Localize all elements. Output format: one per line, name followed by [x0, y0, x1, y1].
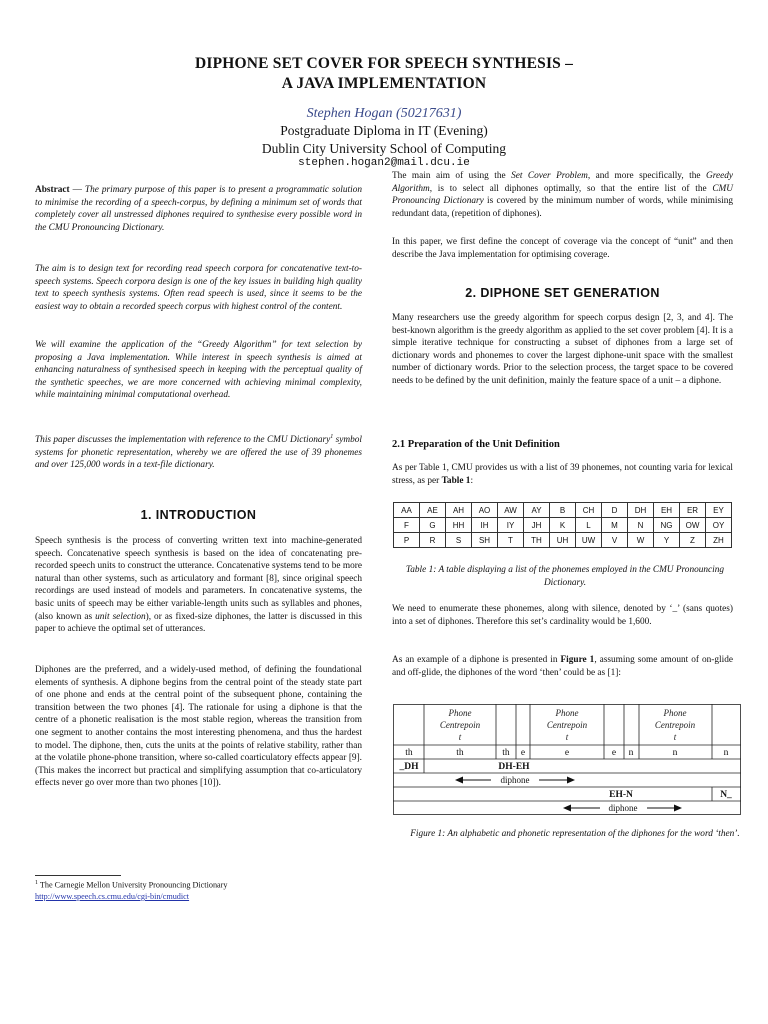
- phoneme-cell: SH: [472, 533, 498, 548]
- title-line-1: DIPHONE SET COVER FOR SPEECH SYNTHESIS –: [194, 55, 574, 72]
- phoneme-cell: R: [420, 533, 446, 548]
- abstract-text-4b: symbol systems for phonetic representation, whereby we are offered the use of 39 phonemes and over 125,000 words in a text-file dictionary.: [35, 435, 362, 471]
- footnote-label: The Carnegie Mellon University Pronouncing Dictionary: [38, 880, 228, 890]
- diphone-eh-n-label: EH-N: [609, 790, 633, 800]
- phoneme-cell: V: [602, 533, 628, 548]
- phoneme-cell: AA: [394, 503, 420, 518]
- right-text-1b: , and more specifically, the: [587, 171, 706, 181]
- letter-row: [405, 748, 728, 758]
- phoneme-cell: TH: [524, 533, 550, 548]
- abstract-label: Abstract: [35, 185, 70, 195]
- diphone-arrow-1-label: diphone: [500, 775, 530, 785]
- letter-2: th: [456, 748, 464, 758]
- diphone-dh-label: _DH: [399, 762, 419, 772]
- diphone-figure: [393, 704, 741, 816]
- phone-label-2b: Centrepoin: [546, 720, 588, 730]
- table-1-caption: Table 1: A table displaying a list of the phonemes employed in the CMU Pronouncing Dictionary.: [405, 565, 725, 588]
- phone-label-2a: Phone: [555, 708, 579, 718]
- section-2-heading: 2. DIPHONE SET GENERATION: [465, 286, 660, 300]
- phoneme-cell: OW: [680, 518, 706, 533]
- intro-unit-selection: unit selection: [95, 611, 146, 622]
- affiliation-school: Dublin City University School of Computing: [261, 141, 507, 156]
- abstract-paragraph-3: We will examine the application of the “Greedy Algorithm” for text selection by proposing a Java implementation. While interest in speech synthesis is aimed at enhancing naturalness of synthesised speech in keeping with the perceptual quality of the synthetic speeches, we are more concerned with achieving minimal complexity, while maintaining minimal computational overhead.: [35, 340, 362, 401]
- footnote-divider: [35, 875, 121, 876]
- phoneme-cell: D: [602, 503, 628, 518]
- phoneme-cell: N: [628, 518, 654, 533]
- abstract-paragraph-2: The aim is to design text for recording read speech corpora for concatenative text-to-speech systems. Speech corpora design is one of the key issues in building high quality text to speech synthesis systems. Often read speech is used, since it seems to be the easiest way to obtain a recorded speech corpus with highest control of the content.: [35, 264, 362, 312]
- section-1-heading: 1. INTRODUCTION: [140, 508, 257, 522]
- intro-text-1b: ), or as fixed-size diphones, the latter is discussed in this paper to achieve the optimal set of utterances.: [35, 611, 362, 635]
- phoneme-cell: L: [576, 518, 602, 533]
- s21-table-ref: Table 1: [441, 475, 471, 486]
- phoneme-cell: AW: [498, 503, 524, 518]
- phone-label-1c: t: [458, 732, 462, 742]
- footnote-text: [35, 880, 228, 890]
- footnote-number: 1: [35, 880, 38, 886]
- section-2-1-paragraph-2: We need to enumerate these phonemes, along with silence, denoted by ‘_’ (sans quotes) into a set of diphones. Therefore this set’s cardinality would be 1,600.: [392, 604, 733, 627]
- abstract-text-4a: This paper discusses the implementation with reference to the CMU Dictionary: [35, 435, 331, 446]
- abstract-paragraph-1: [35, 184, 362, 234]
- abstract-paragraph-4: [35, 431, 362, 472]
- intro-paragraph-2: Diphones are the preferred, and a widely-used method, of defining the foundational elements of synthesis. A diphone begins from the central point of the steady state part of one phone and ends at the central point of the subsequent phone, containing the transition between the two phones [4]. The rationale for using a diphone is that the centre of a phonetic realisation is the most stable region, whereas the transition from one segment to another contains the most interesting phenomena, and thus the hardest to model. The diphone, then, cuts the units at the points of relative stability, rather than at the volatile phone-phone transition, where so-called coarticulatory effects appear [9]. (This makes the incorrect but practical and simplifying assumption that co-articulatory effects never go over more than two phones [10]).: [35, 665, 362, 789]
- title-line-2: A JAVA IMPLEMENTATION: [281, 75, 487, 92]
- phoneme-row: [394, 518, 732, 533]
- s21-text-1c: :: [470, 475, 474, 486]
- phoneme-cell: M: [602, 518, 628, 533]
- diphone-n-end-label: N_: [720, 790, 732, 800]
- phoneme-cell: F: [394, 518, 420, 533]
- right-intro-paragraph-1: [392, 170, 733, 220]
- footnote-marker: 1: [330, 434, 334, 440]
- diphone-labels: [399, 762, 733, 800]
- phoneme-cell: AH: [446, 503, 472, 518]
- phoneme-cell: CH: [576, 503, 602, 518]
- diphone-dh-eh-label: DH-EH: [498, 762, 530, 772]
- phoneme-cell: AO: [472, 503, 498, 518]
- phoneme-cell: Y: [654, 533, 680, 548]
- affiliation-programme: Postgraduate Diploma in IT (Evening): [280, 123, 488, 138]
- abstract-text-1: The primary purpose of this paper is to present a programmatic solution to minimise the recording of a speech-corpus, by defining a minimum set of words that completely cover all unstressed diphones required to synthesise every possible word in the CMU Pronouncing Dictionary.: [35, 185, 362, 233]
- diphone-arrow-2: [563, 803, 682, 813]
- intro-text-1a: Speech synthesis is the process of converting written text into machine-generated speech. Concatenative speech synthesis is based on the idea of concatenating pre-recorded speech units to construct the utterance. Concatenative systems tend to be more natural than other systems, such as articulatory and formant [8], since original speech recordings are used instead of models and parameters. In concatenative systems, the basic units of speech may be either variable-length units such as syllables and phones, (also known as: [35, 536, 362, 622]
- phoneme-cell: OY: [706, 518, 732, 533]
- phone-label-1a: Phone: [448, 708, 472, 718]
- phoneme-cell: S: [446, 533, 472, 548]
- letter-9: n: [723, 748, 729, 758]
- phoneme-row: [394, 533, 732, 548]
- diphone-arrow-1: [455, 775, 575, 785]
- section-2-1-heading: 2.1 Preparation of the Unit Definition: [392, 439, 560, 450]
- phoneme-cell: Z: [680, 533, 706, 548]
- phoneme-cell: G: [420, 518, 446, 533]
- phone-label-3b: Centrepoin: [654, 720, 696, 730]
- s21-text-3a: As an example of a diphone is presented in: [392, 655, 561, 665]
- author-email: stephen.hogan2@mail.dcu.ie: [298, 157, 470, 169]
- phone-label-3c: t: [673, 732, 677, 742]
- right-cmu-dict: CMU Pronouncing Dictionary: [392, 183, 733, 207]
- section-2-1-paragraph-3: [392, 654, 733, 679]
- phoneme-cell: T: [498, 533, 524, 548]
- phoneme-cell: IH: [472, 518, 498, 533]
- section-2-1-paragraph-1: [392, 462, 733, 487]
- diphone-arrow-2-label: diphone: [608, 803, 638, 813]
- phoneme-cell: DH: [628, 503, 654, 518]
- right-text-1d: is covered by the minimum number of words, while minimising redundant data, (repetition of diphones).: [392, 196, 733, 219]
- phoneme-cell: IY: [498, 518, 524, 533]
- right-intro-paragraph-2: In this paper, we first define the concept of coverage via the concept of “unit” and then describe the Java implementation for optimising coverage.: [392, 237, 733, 260]
- phoneme-cell: UW: [576, 533, 602, 548]
- phoneme-cell: K: [550, 518, 576, 533]
- phoneme-cell: B: [550, 503, 576, 518]
- phoneme-table: [393, 502, 732, 548]
- letter-8: n: [672, 748, 678, 758]
- letter-7: n: [628, 748, 634, 758]
- phoneme-cell: UH: [550, 533, 576, 548]
- phoneme-cell: AY: [524, 503, 550, 518]
- phoneme-cell: ER: [680, 503, 706, 518]
- phoneme-cell: P: [394, 533, 420, 548]
- section-2-paragraph: Many researchers use the greedy algorithm for speech corpus design [2, 3, and 4]. The best-known algorithm is the greedy algorithm as applied to the set cover problem [4]. It is a simple iterative technique for constructing a subset of diphones from a large set of dictionary words and phonemes to cover the largest diphone-unit space with the smallest number of dictionary words. Prior to the selection process, the target space to be covered needs to be defined by the unit definition, mainly the feature space of a unit – a diphone.: [392, 313, 733, 386]
- footnote-link[interactable]: http://www.speech.cs.cmu.edu/cgi-bin/cmudict: [35, 892, 190, 901]
- phoneme-cell: NG: [654, 518, 680, 533]
- abstract-dash: —: [69, 185, 85, 195]
- right-text-1c: , is to select all diphones optimally, so that the entire list of the: [429, 183, 713, 194]
- letter-3: th: [502, 748, 510, 758]
- phoneme-row: [394, 503, 732, 518]
- phoneme-cell: EH: [654, 503, 680, 518]
- author-name: Stephen Hogan (50217631): [306, 106, 462, 121]
- phoneme-cell: W: [628, 533, 654, 548]
- phoneme-cell: AE: [420, 503, 446, 518]
- s21-text-1a: As per Table 1, CMU provides us with a list of 39 phonemes, not counting varia for lexical stress, as per: [392, 463, 733, 486]
- right-greedy: Greedy Algorithm: [392, 171, 733, 194]
- phoneme-cell: HH: [446, 518, 472, 533]
- letter-5: e: [564, 748, 570, 758]
- phoneme-cell: EY: [706, 503, 732, 518]
- letter-6: e: [611, 748, 617, 758]
- right-set-cover: Set Cover Problem: [511, 171, 588, 181]
- letter-4: e: [520, 748, 526, 758]
- s21-figure-ref: Figure 1: [560, 655, 595, 665]
- phone-label-1b: Centrepoin: [439, 720, 481, 730]
- s21-text-3c: , assuming some amount of on-glide and off-glide, the diphones of the word ‘then’ could be as [1]:: [392, 655, 733, 678]
- phone-label-3a: Phone: [663, 708, 687, 718]
- right-text-1a: The main aim of using the: [392, 171, 512, 181]
- phoneme-cell: ZH: [706, 533, 732, 548]
- intro-paragraph-1: [35, 535, 362, 636]
- phone-label-2c: t: [565, 732, 569, 742]
- figure-1-caption: Figure 1: An alphabetic and phonetic representation of the diphones for the word ‘then’.: [410, 829, 740, 839]
- phoneme-cell: JH: [524, 518, 550, 533]
- letter-1: th: [405, 748, 413, 758]
- phone-centrepoint-labels: [440, 708, 696, 742]
